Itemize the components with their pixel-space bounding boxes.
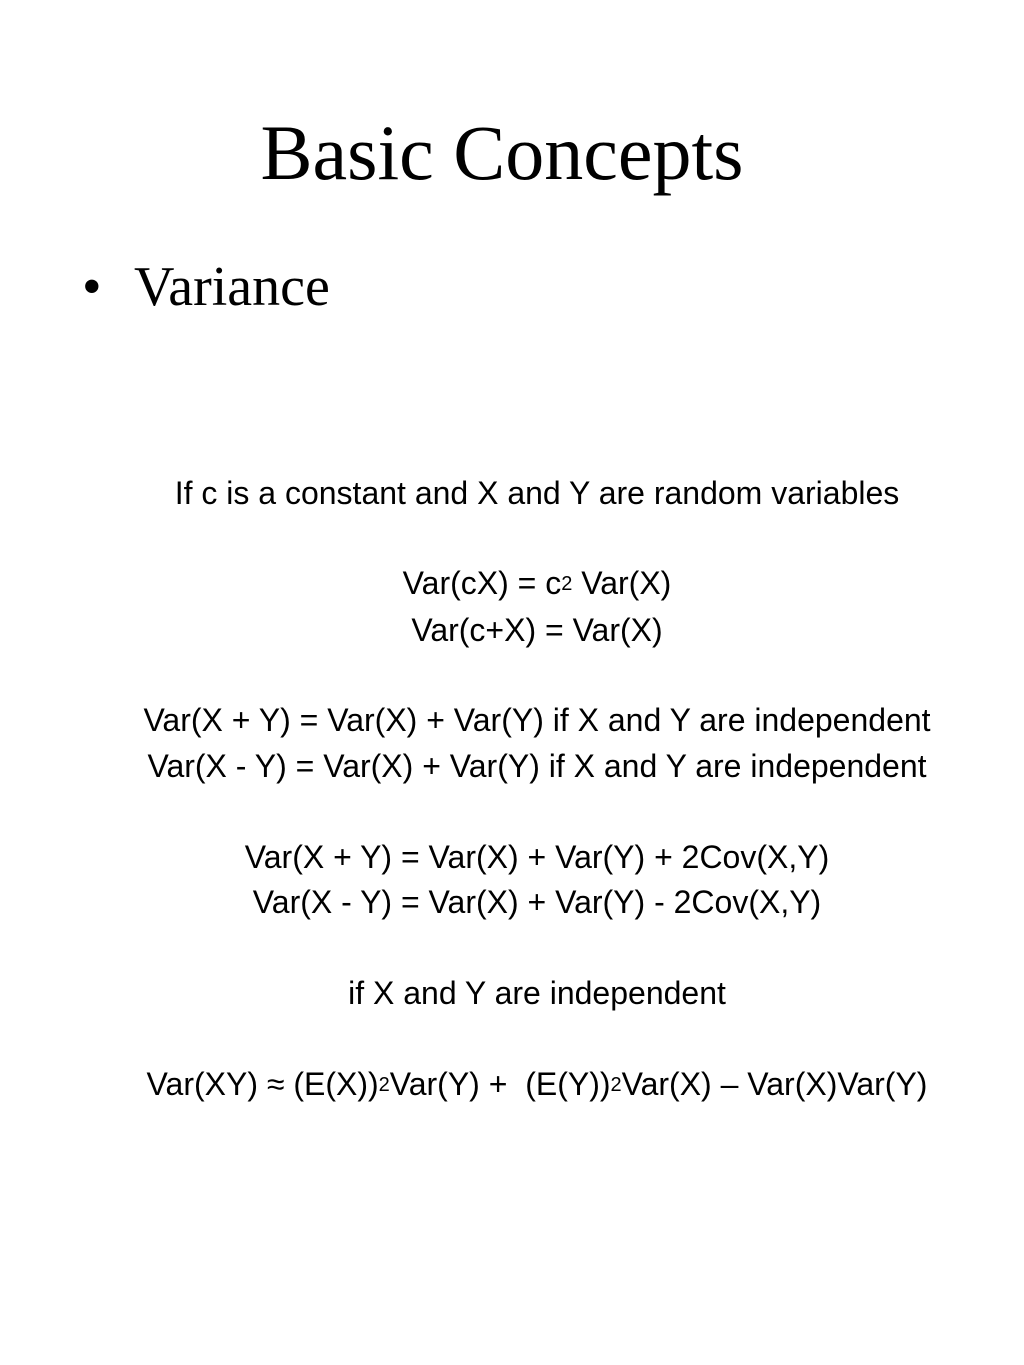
formula-product-part2: Var(Y) + (E(Y)) (389, 1066, 611, 1102)
formula-var-cx-exponent: 2 (561, 573, 573, 595)
formula-independent-plus: Var(X + Y) = Var(X) + Var(Y) if X and Y are independent (143, 702, 931, 738)
formula-var-shift: Var(c+X) = Var(X) (411, 612, 663, 648)
slide-title: Basic Concepts (260, 109, 744, 196)
formula-product (20, 1062, 1024, 1106)
bullet-label: Variance (134, 256, 330, 318)
bullet-item-variance (82, 252, 330, 322)
formula-product-exponent2: 2 (610, 1074, 622, 1096)
bullet-dot-icon: • (82, 256, 102, 318)
formula-var-cx-prefix: Var(cX) = c (402, 565, 562, 601)
formula-independent-minus: Var(X - Y) = Var(X) + Var(Y) if X and Y are independent (147, 748, 927, 784)
condition-text: if X and Y are independent (348, 975, 726, 1011)
formula-var-cx (0, 561, 1024, 605)
formula-covariance-plus: Var(X + Y) = Var(X) + Var(Y) + 2Cov(X,Y) (244, 839, 830, 875)
formula-var-cx-suffix: Var(X) (572, 565, 672, 601)
formula-product-part3: Var(X) – Var(X)Var(Y) (621, 1066, 928, 1102)
formula-covariance-minus: Var(X - Y) = Var(X) + Var(Y) - 2Cov(X,Y) (252, 884, 822, 920)
formula-product-exponent1: 2 (378, 1074, 390, 1096)
formula-product-part1: Var(XY) ≈ (E(X)) (146, 1066, 379, 1102)
intro-text: If c is a constant and X and Y are random variables (174, 475, 900, 511)
